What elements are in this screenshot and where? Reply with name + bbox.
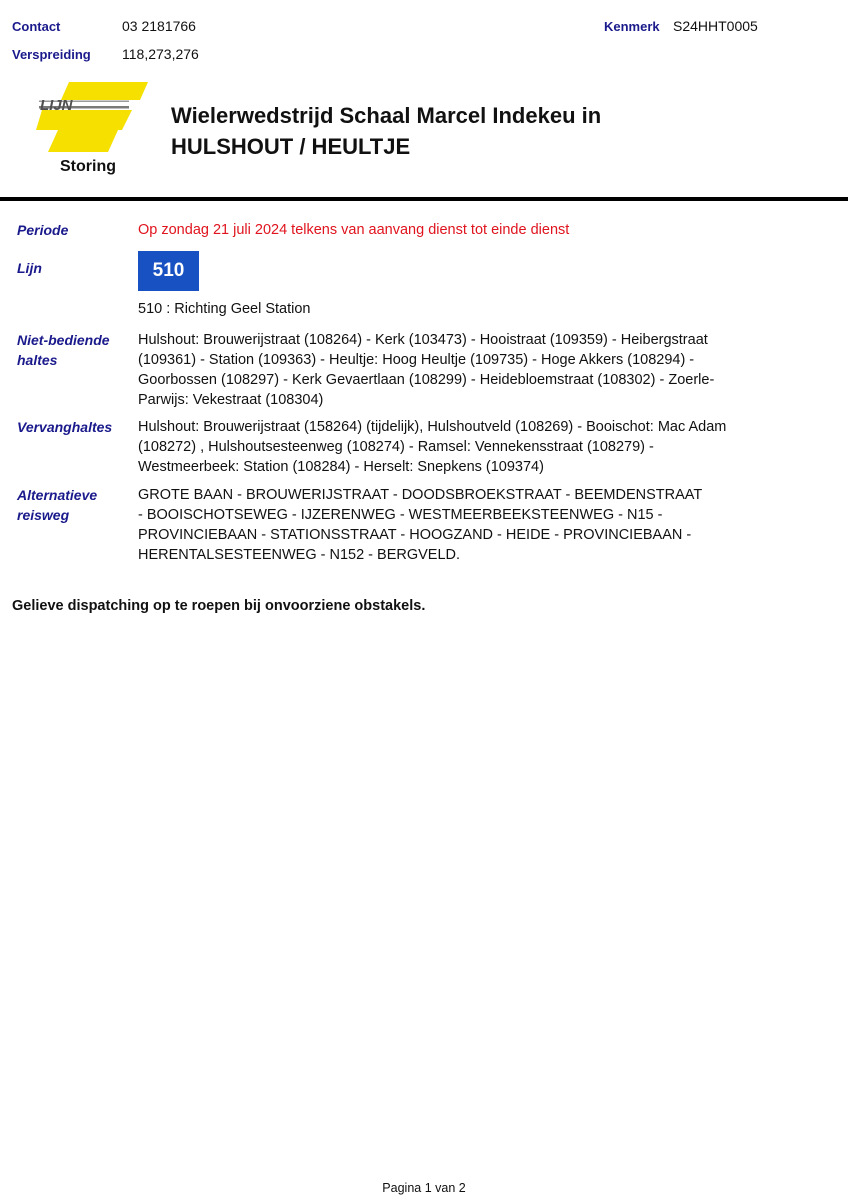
period-value: Op zondag 21 juli 2024 telkens van aanvang dienst tot einde dienst: [138, 222, 570, 238]
page-title: [171, 100, 811, 162]
line-direction: 510 : Richting Geel Station: [138, 301, 311, 317]
replacement-stops-label: Vervanghaltes: [17, 419, 113, 435]
header-divider: [0, 197, 848, 201]
title-line-2: HULSHOUT / HEULTJE: [171, 134, 411, 159]
route-label-line-2: reisweg: [17, 507, 70, 523]
contact-value: 03 2181766: [122, 18, 196, 34]
unserved-label-line-2: haltes: [17, 352, 58, 368]
period-label: Periode: [17, 222, 69, 238]
route-label-line-1: Alternatieve: [17, 487, 98, 503]
storing-label: Storing: [60, 158, 116, 175]
replacement-stops-value: Hulshout: Brouwerijstraat (158264) (tijdelijk), Hulshoutveld (108269) - Booischot: Mac Adam (108272) , Hulshoutsesteenweg (108274) - Ramsel: Vennekensstraat (108279) - Westmeerbeek: Station (108284) - Herselt: Snepkens (109374): [138, 419, 727, 475]
unserved-label-line-1: Niet-bediende: [17, 332, 110, 348]
title-line-1: Wielerwedstrijd Schaal Marcel Indekeu in: [171, 103, 602, 128]
alternative-route-label: [17, 485, 135, 525]
distribution-value: 118,273,276: [122, 46, 199, 62]
de-lijn-logo-icon: [36, 80, 148, 152]
unserved-stops-value: Hulshout: Brouwerijstraat (108264) - Kerk (103473) - Hooistraat (109359) - Heibergstraat (109361) - Station (109363) - Heultje: Hoog Heultje (109735) - Hoge Akkers (108294) - Goorbossen (108297) - Kerk Gevaertlaan (108299) - Heidebloemstraat (108302) - Zoerle-Parwijs: Vekestraat (108304): [138, 332, 715, 408]
distribution-label: Verspreiding: [12, 47, 91, 62]
reference-value: S24HHT0005: [673, 18, 758, 34]
dispatch-note: Gelieve dispatching op te roepen bij onvoorziene obstakels.: [12, 598, 426, 614]
contact-label: Contact: [12, 19, 61, 34]
reference-label: Kenmerk: [604, 19, 660, 34]
line-number-badge: 510: [138, 251, 199, 291]
alternative-route-value: GROTE BAAN - BROUWERIJSTRAAT - DOODSBROEKSTRAAT - BEEMDENSTRAAT - BOOISCHOTSEWEG - IJZERENWEG - WESTMEERBEEKSTEENWEG - N15 - PROVINCIEBAAN - STATIONSSTRAAT - HOOGZAND - HEIDE - PROVINCIEBAAN - HERENTALSESTEENWEG - N152 - BERGVELD.: [138, 487, 702, 563]
logo-text: LIJN: [40, 97, 73, 114]
unserved-stops-label: [17, 330, 135, 370]
page-number: Pagina 1 van 2: [382, 1181, 466, 1195]
line-label: Lijn: [17, 260, 42, 276]
